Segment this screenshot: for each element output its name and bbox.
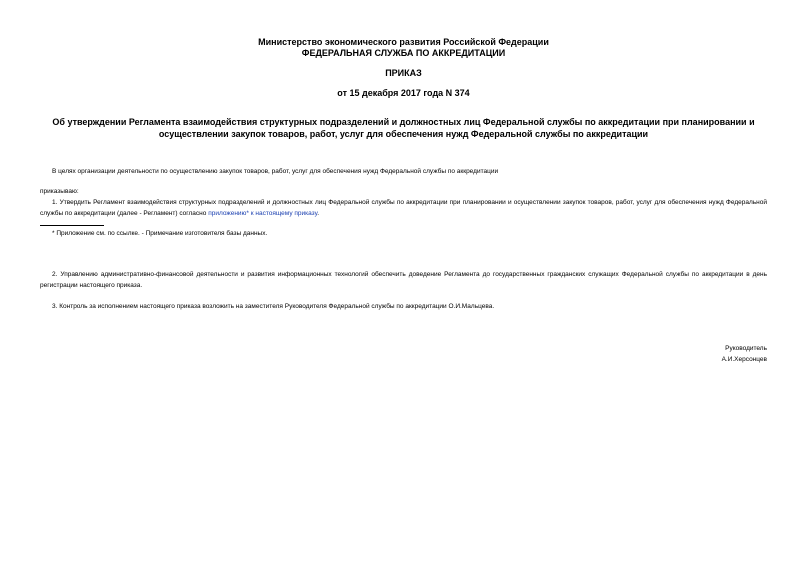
- order-word: приказываю:: [40, 188, 79, 195]
- item-3-paragraph: 3. Контроль за исполнением настоящего приказа возложить на заместителя Руководителя Федеральной службы по аккредитации О.И.Мальцева.: [52, 303, 495, 310]
- preamble-paragraph: В целях организации деятельности по осуществлению закупок товаров, работ, услуг для обеспечения нужд Федеральной службы по аккредитации: [52, 168, 499, 175]
- signature-name: А.И.Херсонцев: [721, 356, 767, 363]
- document-title: Об утверждении Регламента взаимодействия структурных подразделений и должностных лиц Федеральной службы по аккредитации при планировании и осуществлении закупок товаров, работ, услуг для обеспечения нужд Федеральной службы по аккредитации: [52, 117, 755, 139]
- footnote-text: * Приложение см. по ссылке. - Примечание изготовителя базы данных.: [52, 230, 268, 237]
- signature-position: Руководитель: [725, 345, 767, 352]
- appendix-link[interactable]: приложению* к настоящему приказу: [208, 210, 318, 217]
- item-2-paragraph: 2. Управлению административно-финансовой деятельности и развития информационных технологий обеспечить доведение Регламента до государственных гражданских служащих Федеральной службы по аккредитации в день регистрации настоящего приказа.: [40, 271, 767, 289]
- document-date-number: от 15 декабря 2017 года N 374: [337, 88, 470, 98]
- service-name: ФЕДЕРАЛЬНАЯ СЛУЖБА ПО АККРЕДИТАЦИИ: [301, 48, 506, 58]
- ministry-name: Министерство экономического развития Российской Федерации: [258, 37, 549, 47]
- footnote-divider: [40, 225, 104, 226]
- item-1-end: .: [317, 210, 319, 217]
- item-1-paragraph: [40, 197, 767, 219]
- item-1-text: 1. Утвердить Регламент взаимодействия структурных подразделений и должностных лиц Федеральной службы по аккредитации при планировании и осуществлении закупок товаров, работ, услуг для обеспечения нужд Федеральной службы по аккредитации (далее - Регламент) согласно: [40, 199, 767, 217]
- document-type: ПРИКАЗ: [385, 68, 422, 78]
